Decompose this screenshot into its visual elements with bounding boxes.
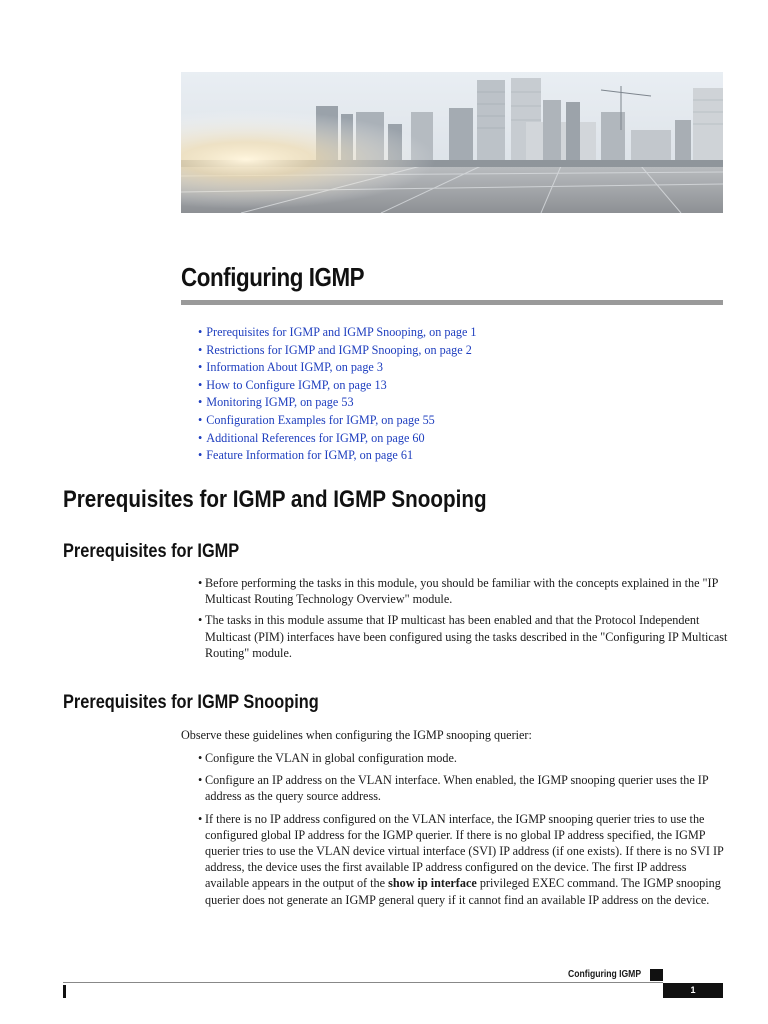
list-item-text: Configure an IP address on the VLAN interface. When enabled, the IGMP snooping querier uses the IP address as the query source address. [205,773,709,804]
list-item-text: privileged EXEC command. The IGMP snooping querier does not generate an IGMP general query if it cannot find an available IP address on the device. [205,876,721,907]
page-number: 1 [663,983,723,998]
bullet-icon: • [198,395,203,410]
toc-item[interactable] [198,359,477,377]
prerequisites-igmp-list [198,575,730,666]
bullet-icon: • [198,773,203,788]
toc-link[interactable]: Information About IGMP, on page 3 [206,360,383,375]
footer-chapter-label: Configuring IGMP [568,969,642,980]
list-item [198,612,730,661]
bullet-icon: • [198,377,203,392]
list-item-text: If there is no IP address configured on the VLAN interface, the IGMP snooping querier tries to use the configured global IP address for the IGMP querier. If there is no global IP address specified, the IGMP querier tries to use the VLAN device virtual interface (SVI) IP address (if one exists). If there is no SVI IP address, the device uses the first available IP address configured on the device. The first IP address available appears in the output of the [205,811,724,891]
bullet-icon: • [198,751,203,765]
bullet-icon: • [198,325,203,339]
toc-link[interactable]: Feature Information for IGMP, on page 61 [206,448,414,463]
toc-item[interactable] [198,412,477,430]
bullet-icon: • [198,448,203,463]
list-item [198,811,730,908]
toc-link[interactable]: Monitoring IGMP, on page 53 [206,395,354,410]
footer-rule [63,982,663,983]
toc-link[interactable]: Restrictions for IGMP and IGMP Snooping, on page 2 [206,342,472,357]
footer-tick-mark [63,985,66,998]
bullet-icon: • [198,430,203,445]
toc-link[interactable]: Configuration Examples for IGMP, on page 55 [206,412,435,427]
section-heading-prerequisites: Prerequisites for IGMP and IGMP Snooping [63,486,487,513]
toc-item[interactable] [198,377,477,395]
bullet-icon: • [198,360,203,375]
toc-link[interactable]: Additional References for IGMP, on page 60 [206,430,425,445]
list-item [198,750,730,766]
bullet-icon: • [198,412,203,427]
bullet-icon: • [198,811,203,826]
snooping-intro-paragraph: Observe these guidelines when configuring the IGMP snooping querier: [181,728,532,742]
subsection-heading-igmp-snooping: Prerequisites for IGMP Snooping [63,692,319,713]
toc-item[interactable] [198,447,477,465]
toc-item[interactable] [198,342,477,360]
list-item [198,772,730,804]
command-show-ip-interface: show ip interface [388,876,477,891]
title-rule [181,300,723,305]
toc-item[interactable] [198,430,477,448]
bullet-icon: • [198,576,203,590]
footer-square-mark [650,969,663,981]
toc-item[interactable] [198,394,477,412]
chapter-title: Configuring IGMP [181,262,365,292]
subsection-heading-igmp: Prerequisites for IGMP [63,541,240,562]
bullet-icon: • [198,342,203,357]
list-item-text: Configure the VLAN in global configuration mode. [205,751,457,765]
toc-item[interactable] [198,324,477,342]
header-banner-image [181,72,723,213]
list-item-text: The tasks in this module assume that IP multicast has been enabled and that the Protocol Independent Multicast (PIM) interfaces have been configured using the tasks described in the "Configuring IP Multicast Routing" module. [205,613,728,660]
toc-link[interactable]: How to Configure IGMP, on page 13 [206,377,387,392]
bullet-icon: • [198,613,203,628]
list-item-text: Before performing the tasks in this module, you should be familiar with the concepts explained in the "IP Multicast Routing Technology Overview" module. [205,576,718,607]
prerequisites-snooping-list [198,750,730,913]
list-item [198,575,730,607]
city-skyline-illustration [181,72,723,213]
toc-link[interactable]: Prerequisites for IGMP and IGMP Snooping, on page 1 [206,325,477,339]
table-of-contents [198,324,477,465]
